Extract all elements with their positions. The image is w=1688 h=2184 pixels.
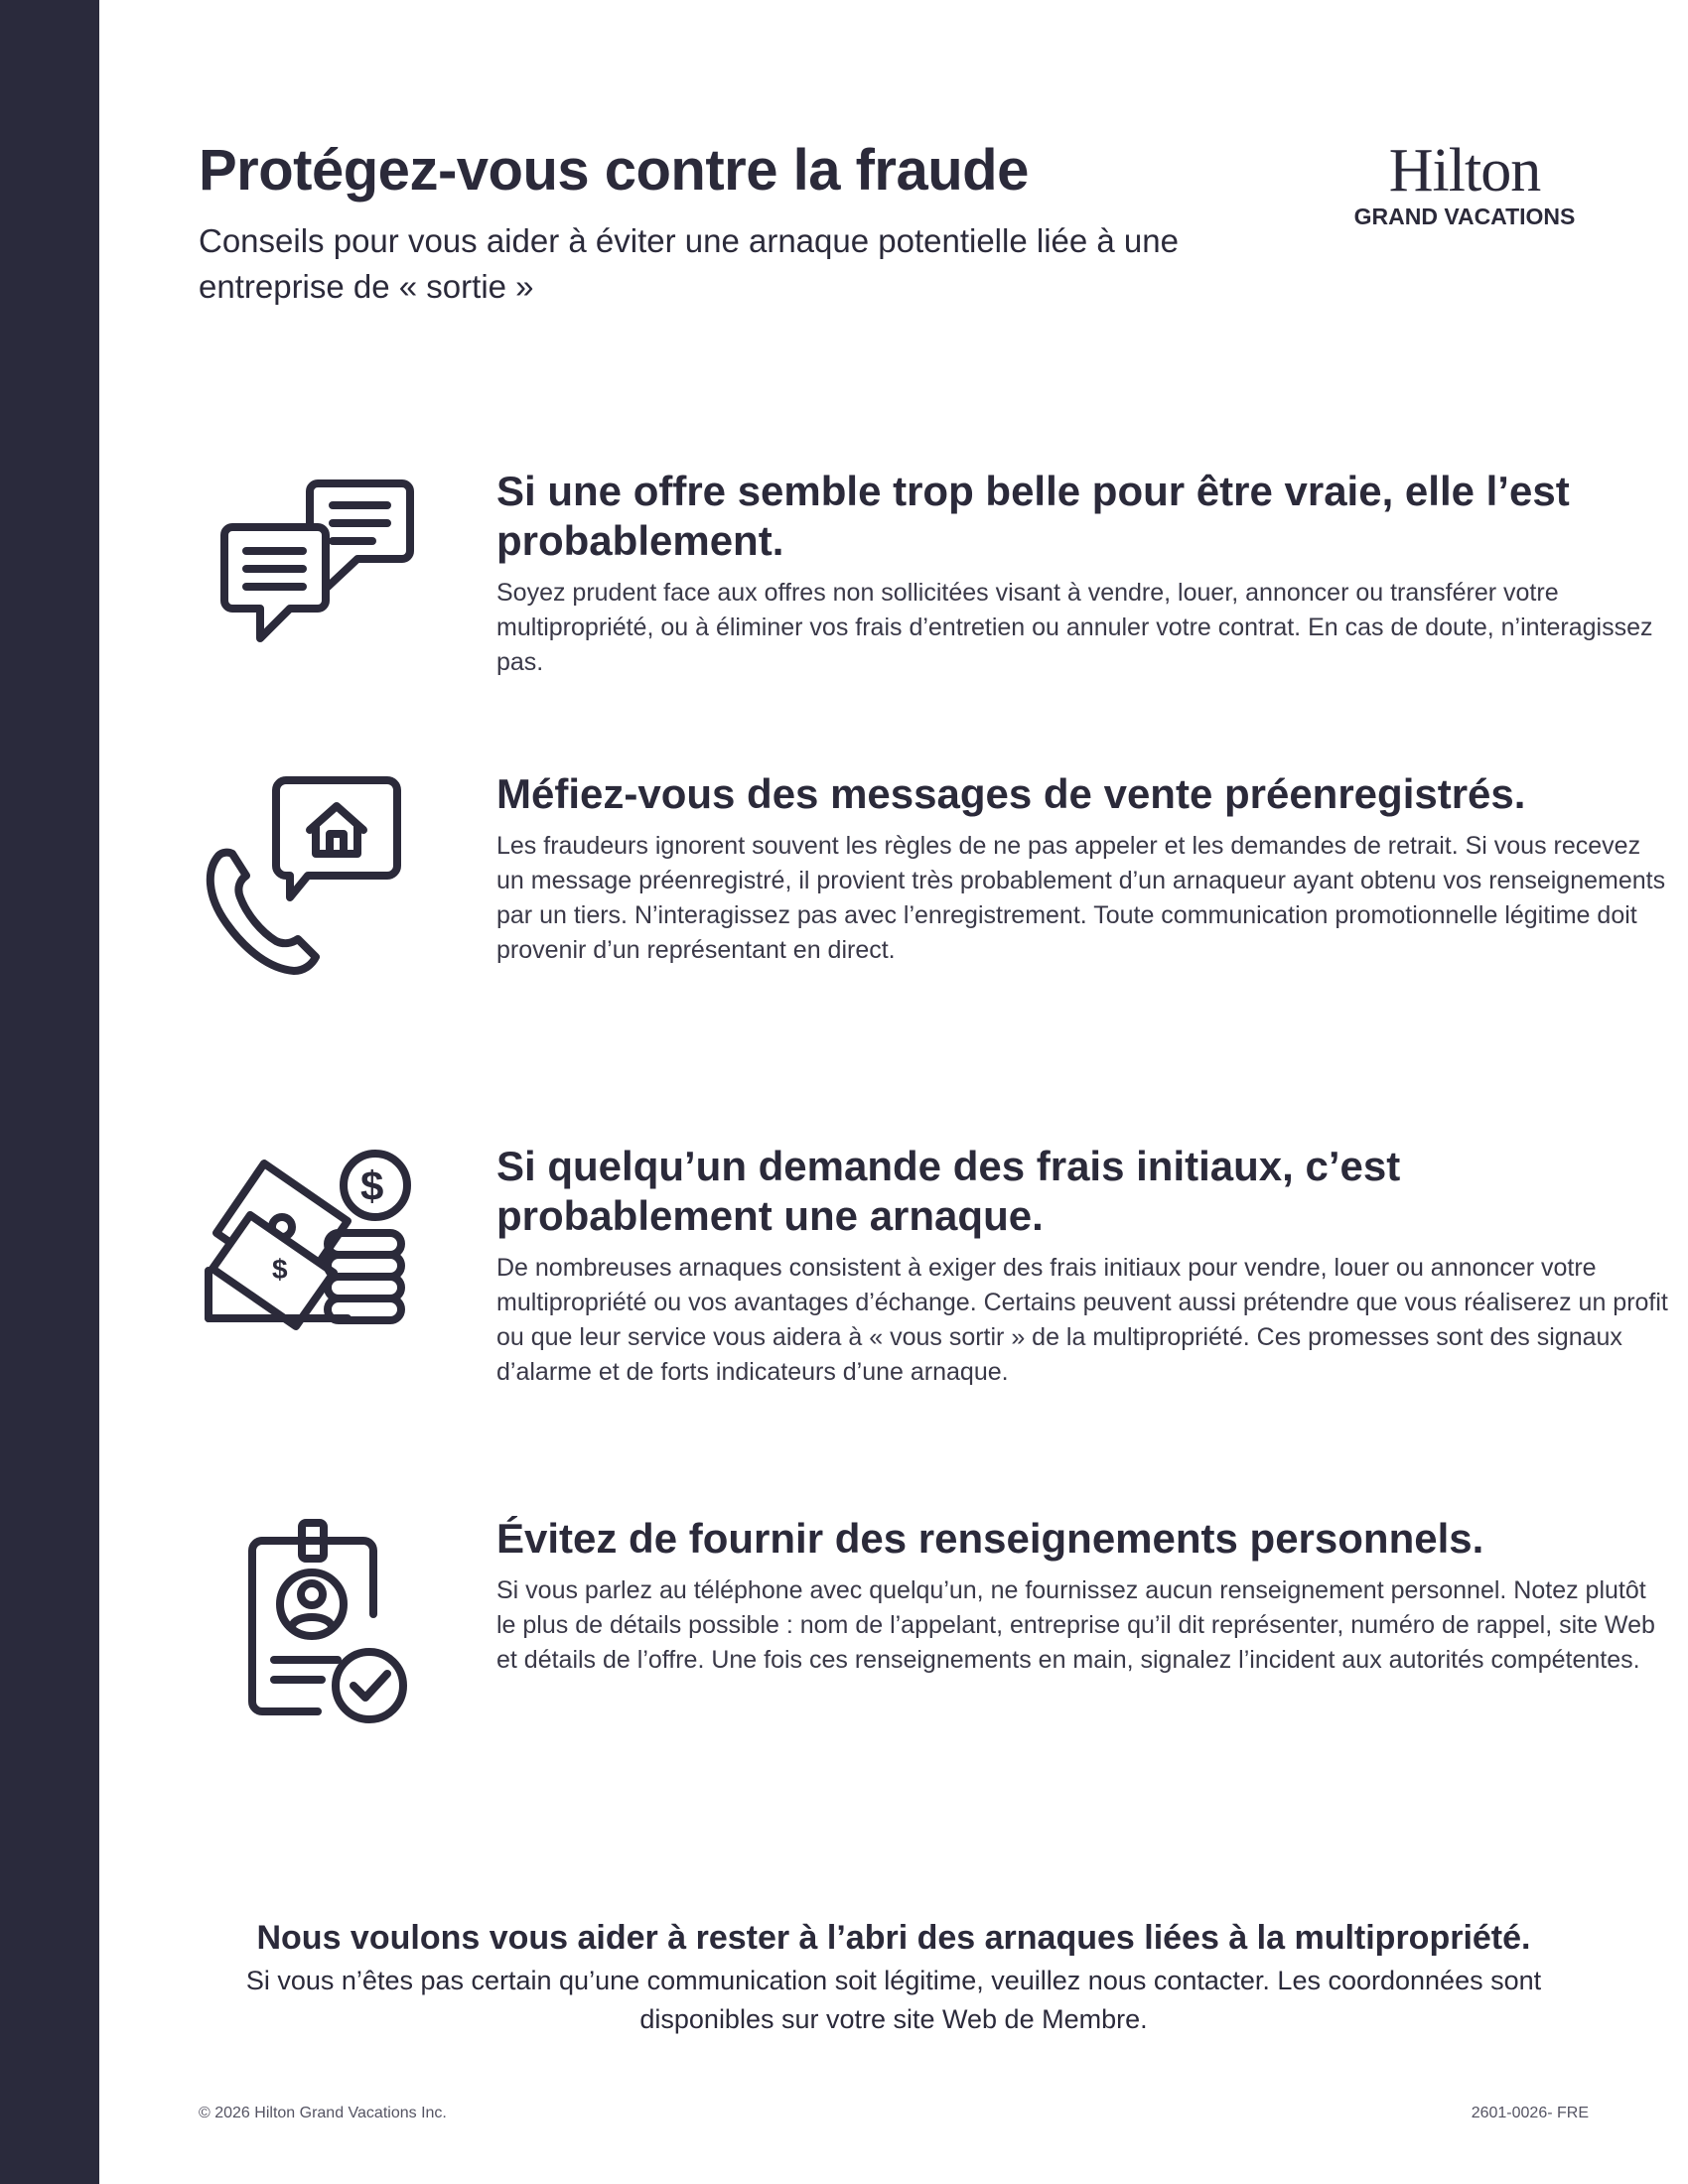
chat-bubbles-icon <box>199 472 437 680</box>
tip-heading: Méfiez-vous des messages de vente préenregistrés. <box>496 770 1526 817</box>
tip-text <box>496 1142 1668 1390</box>
page-subtitle: Conseils pour vous aider à éviter une arnaque potentielle liée à une entreprise de « sortie » <box>199 222 1179 305</box>
tip-body: Si vous parlez au téléphone avec quelqu’un, ne fournissez aucun renseignement personnel. Notez plutôt le plus de détails possible : nom de l’appelant, entreprise qu’il dit représenter, numéro de rappel, site Web et détails de l’offre. Une fois ces renseignements en main, signalez l’incident aux autorités compétentes. <box>496 1576 1655 1674</box>
closing-heading: Nous voulons vous aider à rester à l’abri des arnaques liées à la multipropriété. <box>256 1919 1531 1957</box>
page-title: Protégez-vous contre la fraude <box>199 138 1029 203</box>
left-accent-bar <box>0 0 99 2184</box>
closing-section <box>199 1916 1589 2039</box>
id-badge-check-icon <box>199 1519 437 1727</box>
document-code: 2601-0026- FRE <box>1471 2105 1589 2121</box>
tip-heading: Si quelqu’un demande des frais initiaux, c’est probablement une arnaque. <box>496 1143 1401 1239</box>
tip-text <box>496 769 1668 968</box>
closing-body: Si vous n’êtes pas certain qu’une communication soit légitime, veuillez nous contacter. Les coordonnées sont disponibles sur votre site Web de Membre. <box>245 1966 1542 2034</box>
tip-heading: Évitez de fournir des renseignements personnels. <box>496 1515 1484 1562</box>
tip-body: Les fraudeurs ignorent souvent les règles de ne pas appeler et les demandes de retrait. Si vous recevez un message préenregistré, il provient très probablement d’un arnaqueur ayant obtenu vos renseignements par un tiers. N’interagissez pas avec l’enregistrement. Toute communication promotionnelle légitime doit provenir d’un représentant en direct. <box>496 832 1666 964</box>
svg-text:$: $ <box>360 1162 384 1209</box>
tip-text <box>496 467 1668 680</box>
logo-wordmark: Hilton <box>1388 137 1541 205</box>
svg-text:$: $ <box>272 1254 288 1285</box>
tip-body: Soyez prudent face aux offres non sollicitées visant à vendre, louer, annoncer ou transférer votre multipropriété, ou à éliminer vos frais d’entretien ou annuler votre contrat. En cas de doute, n’interagissez pas. <box>496 579 1653 676</box>
money-coins-icon <box>199 1142 437 1350</box>
phone-house-icon <box>199 774 437 983</box>
tip-body: De nombreuses arnaques consistent à exiger des frais initiaux pour vendre, louer ou annoncer votre multipropriété ou vos avantages d’échange. Certains peuvent aussi prétendre que vous réaliserez un profit ou que leur service vous aidera à « vous sortir » de la multipropriété. Ces promesses sont des signaux d’alarme et de forts indicateurs d’une arnaque. <box>496 1254 1668 1386</box>
tip-text <box>496 1514 1668 1678</box>
logo-subtitle: GRAND VACATIONS <box>1353 204 1576 229</box>
copyright-notice: © 2026 Hilton Grand Vacations Inc. <box>199 2105 447 2121</box>
hilton-grand-vacations-logo <box>1331 139 1599 230</box>
tip-heading: Si une offre semble trop belle pour être vraie, elle l’est probablement. <box>496 468 1570 564</box>
